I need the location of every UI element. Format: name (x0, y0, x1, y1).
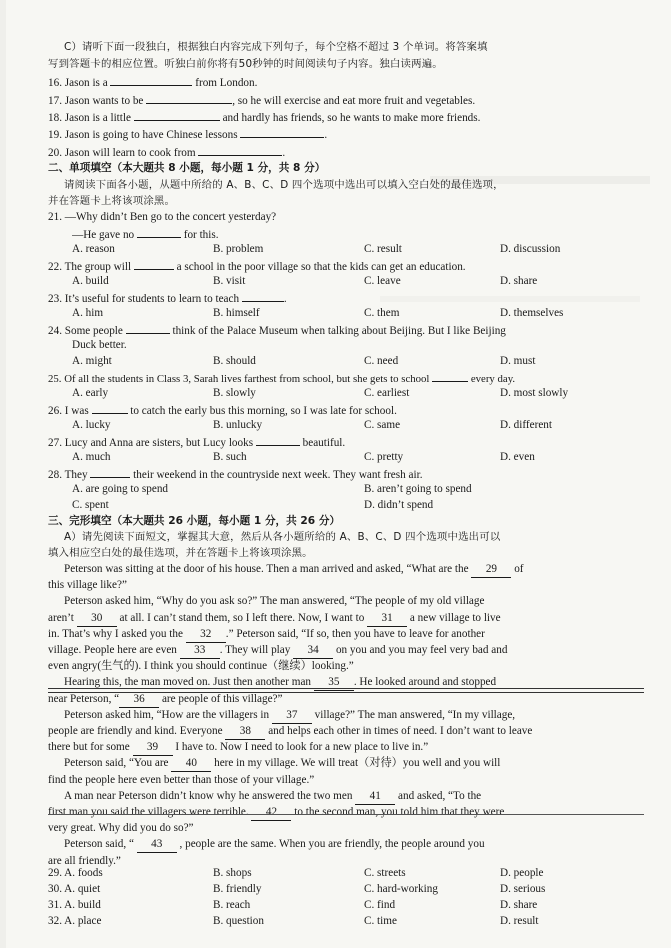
blank-number: 30 (77, 611, 117, 627)
option-d: D. even (500, 451, 535, 463)
option-d: D. people (500, 867, 544, 879)
scan-rule (48, 688, 644, 689)
passage-line (64, 562, 644, 578)
section-c-instruction-2: 写到答题卡的相应位置。听独白前你将有50秒钟的时间阅读句子内容。独白读两遍。 (48, 58, 443, 70)
blank-number: 43 (137, 837, 177, 853)
question-24-line-2: Duck better. (72, 339, 127, 351)
passage-line (48, 805, 644, 821)
passage-line (64, 708, 644, 724)
passage-line (48, 643, 644, 659)
passage-text: find the people here even better than those of your village.” (48, 774, 315, 786)
option-d: D. serious (500, 883, 546, 895)
question-18: 18. Jason is a little and hardly has friends, so he wants to make more friends. (48, 109, 644, 126)
passage-text: first man you said the villagers were terrible. (48, 806, 252, 818)
passage-line (48, 692, 644, 708)
option-c: C. streets (364, 867, 406, 879)
question-24: 24. Some people think of the Palace Museum when talking about Beijing. But I like Beijing (48, 322, 644, 339)
passage-text: Peterson was sitting at the door of his house. Then a man arrived and asked, “What are the (64, 563, 472, 575)
blank-number: 39 (133, 740, 173, 756)
option-c: C. pretty (364, 451, 404, 463)
question-27: 27. Lucy and Anna are sisters, but Lucy looks beautiful. (48, 434, 644, 451)
passage-line (48, 854, 644, 869)
passage-text: village?” The man answered, “In my village, (311, 709, 516, 721)
passage-text: Peterson said, “You are (64, 757, 172, 769)
passage-text: Peterson asked him, “Why do you ask so?” The man answered, “The people of my old village (64, 595, 485, 607)
option-d: D. share (500, 899, 538, 911)
question-21: 21. —Why didn’t Ben go to the concert yesterday? (48, 211, 277, 223)
option-c: C. need (364, 355, 399, 367)
passage-line (64, 837, 644, 853)
option-b: B. problem (213, 243, 264, 255)
passage-line (64, 756, 644, 772)
passage-text: . They will play (219, 644, 294, 656)
part-2-instruction-1: 请阅读下面各小题，从题中所给的 A、B、C、D 四个选项中选出可以填入空白处的最佳选项， (64, 179, 504, 191)
option-d: D. discussion (500, 243, 561, 255)
option-c: C. hard-working (364, 883, 438, 895)
part-3-heading: 三、完形填空（本大题共 26 小题，每小题 1 分，共 26 分） (48, 515, 341, 527)
blank-number: 33 (180, 643, 220, 659)
option-c: C. find (364, 899, 396, 911)
passage-text: of (511, 563, 524, 575)
passage-text: Peterson asked him, “How are the villagers in (64, 709, 272, 721)
scan-rule (48, 692, 644, 693)
option-c: C. same (364, 419, 401, 431)
passage-line (64, 594, 644, 609)
passage-text: and asked, “To the (395, 790, 482, 802)
option-d: D. share (500, 275, 538, 287)
option-c: C. leave (364, 275, 401, 287)
passage-line (64, 789, 644, 805)
question-28: 28. They their weekend in the countryside next week. They want fresh air. (48, 466, 644, 483)
passage-line (48, 740, 644, 756)
question-23: 23. It’s useful for students to learn to teach . (48, 290, 644, 307)
option-b: B. reach (213, 899, 251, 911)
option-a: A. reason (72, 243, 115, 255)
blank-number: 34 (293, 643, 333, 659)
option-c: C. them (364, 307, 400, 319)
option-b: B. shops (213, 867, 252, 879)
option-c: C. earliest (364, 387, 410, 399)
blank-number: 35 (314, 675, 354, 691)
passage-text: I have to. Now I need to look for a new place to live in.” (172, 741, 429, 753)
passage-text: even angry(生气的). I think you should continue（继续）looking.” (48, 660, 354, 672)
passage-text: on you and you may feel very bad and (333, 644, 508, 656)
passage-line (48, 627, 644, 643)
passage-text: . He looked around and stopped (353, 676, 497, 688)
blank-number: 37 (272, 708, 312, 724)
blank-number: 42 (251, 805, 291, 821)
question-16: 16. Jason is a from London. (48, 74, 644, 91)
blank-number: 38 (225, 724, 265, 740)
option-b: B. aren’t going to spend (364, 483, 472, 495)
option-a: A. early (72, 387, 109, 399)
option-b: B. question (213, 915, 264, 927)
option-b: B. friendly (213, 883, 262, 895)
scan-noise (0, 0, 6, 948)
option-d: D. didn’t spend (364, 499, 434, 511)
passage-text: aren’t (48, 612, 77, 624)
question-20: 20. Jason will learn to cook from . (48, 144, 644, 161)
passage-text: at all. I can’t stand them, so I left there. Now, I want to (116, 612, 368, 624)
option-a: 32. A. place (48, 915, 102, 927)
option-d: D. different (500, 419, 552, 431)
option-b: B. himself (213, 307, 260, 319)
option-c: C. spent (72, 499, 109, 511)
passage-text: very great. Why did you do so?” (48, 822, 194, 834)
passage-line (48, 659, 644, 674)
passage-text: A man near Peterson didn’t know why he answered the two men (64, 790, 356, 802)
option-b: B. should (213, 355, 256, 367)
passage-text: people are friendly and kind. Everyone (48, 725, 226, 737)
option-d: D. themselves (500, 307, 564, 319)
question-19: 19. Jason is going to have Chinese lessons . (48, 126, 644, 143)
part-3-instruction-1: A）请先阅读下面短文，掌握其大意，然后从各小题所给的 A、B、C、D 四个选项中选出可以 (64, 531, 501, 543)
question-26: 26. I was to catch the early bus this morning, so I was late for school. (48, 402, 644, 419)
option-b: B. slowly (213, 387, 256, 399)
blank-number: 40 (171, 756, 211, 772)
part-3-instruction-2: 填入相应空白处的最佳选项，并在答题卡上将该项涂黑。 (48, 547, 313, 559)
scan-rule (48, 814, 644, 815)
question-17: 17. Jason wants to be , so he will exercise and eat more fruit and vegetables. (48, 92, 644, 109)
blank-number: 32 (186, 627, 226, 643)
question-22: 22. The group will a school in the poor village so that the kids can get an education. (48, 258, 644, 275)
option-a: A. might (72, 355, 112, 367)
part-2-instruction-2: 并在答题卡上将该项涂黑。 (48, 195, 176, 207)
option-b: B. such (213, 451, 247, 463)
passage-text: Hearing this, the man moved on. Just then another man (64, 676, 314, 688)
question-25: 25. Of all the students in Class 3, Sarah lives farthest from school, but she gets to school every day. (48, 370, 644, 387)
passage-line (48, 578, 644, 593)
passage-text: Peterson said, “ (64, 838, 137, 850)
section-c-instruction-1: C）请听下面一段独白，根据独白内容完成下列句子，每个空格不超过 3 个单词。将答案填 (64, 41, 488, 53)
passage-text: to the second man, you told him that they were (291, 806, 505, 818)
option-a: 30. A. quiet (48, 883, 101, 895)
blank-number: 29 (471, 562, 511, 578)
passage-text: and helps each other in times of need. I don’t want to leave (265, 725, 533, 737)
passage-text: there but for some (48, 741, 133, 753)
option-a: 29. A. foods (48, 867, 103, 879)
passage-text: , people are the same. When you are friendly, the people around you (176, 838, 485, 850)
option-c: C. time (364, 915, 397, 927)
option-a: A. build (72, 275, 109, 287)
blank-number: 31 (367, 611, 407, 627)
option-a: A. lucky (72, 419, 111, 431)
passage-text: village. People here are even (48, 644, 180, 656)
option-b: B. visit (213, 275, 246, 287)
passage-line (48, 821, 644, 836)
question-21-answer-line: —He gave no for this. (72, 226, 652, 243)
part-2-heading: 二、单项填空（本大题共 8 小题，每小题 1 分，共 8 分） (48, 162, 326, 174)
option-b: B. unlucky (213, 419, 263, 431)
option-c: C. result (364, 243, 402, 255)
option-a: A. him (72, 307, 104, 319)
passage-line (48, 611, 644, 627)
passage-text: in. That’s why I asked you the (48, 628, 186, 640)
passage-text: here in my village. We will treat（对待）you well and you will (211, 757, 501, 769)
option-a: 31. A. build (48, 899, 101, 911)
passage-text: .” Peterson said, “If so, then you have to leave for another (225, 628, 485, 640)
option-a: A. much (72, 451, 111, 463)
passage-line (48, 773, 644, 788)
passage-text: a new village to live (407, 612, 501, 624)
option-a: A. are going to spend (72, 483, 169, 495)
option-d: D. must (500, 355, 536, 367)
option-d: D. most slowly (500, 387, 569, 399)
passage-text: near Peterson, “ (48, 693, 120, 705)
passage-text: this village like?” (48, 579, 127, 591)
passage-line (48, 724, 644, 740)
passage-text: are all friendly.” (48, 855, 121, 867)
passage-text: are people of this village?” (159, 693, 283, 705)
blank-number: 41 (355, 789, 395, 805)
option-d: D. result (500, 915, 539, 927)
blank-number: 36 (119, 692, 159, 708)
